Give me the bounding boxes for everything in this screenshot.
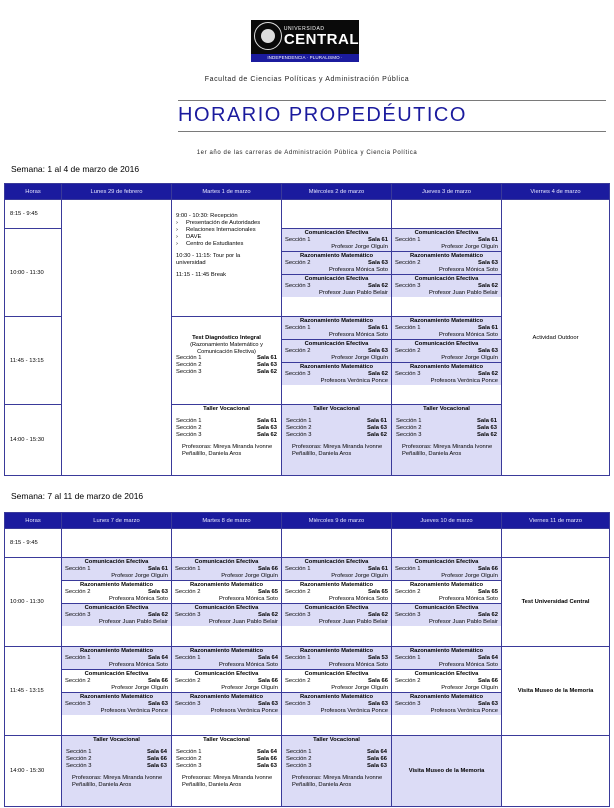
friday-activity: Test Universidad Central bbox=[502, 558, 610, 647]
class-block: Comunicación Efectiva Sección 2 Sala 63 Profesor Jorge Olguín bbox=[392, 340, 501, 363]
col-header: Jueves 3 de marzo bbox=[392, 184, 502, 200]
col-header: Lunes 7 de marzo bbox=[62, 513, 172, 529]
tour-line: 10:30 - 11:15: Tour por la universidad bbox=[176, 253, 241, 266]
class-block: Comunicación Efectiva Sección 1 Sala 61 Profesor Jorge Olguín bbox=[392, 229, 501, 252]
hour-cell: 8:15 - 9:45 bbox=[5, 529, 62, 558]
thursday-activity: Visita Museo de la Memoria bbox=[392, 736, 502, 807]
class-block: Comunicación Efectiva Sección 3 Sala 62 Profesor Juan Pablo Belair bbox=[62, 604, 171, 626]
taller-cell: Taller Vocacional Sección 1 Sala 61 Sección 2 Sala 63 Sección 3 Sala 62 Profesoras: Mireya Miranda Ivonne Peñailillo, Daniela Aros bbox=[282, 405, 392, 476]
week2-label: Semana: 7 al 11 de marzo de 2016 bbox=[11, 491, 144, 501]
table-row bbox=[5, 736, 610, 807]
table-row bbox=[5, 200, 610, 229]
hour-cell: 11:45 - 13:15 bbox=[5, 317, 62, 405]
hour-cell: 10:00 - 11:30 bbox=[5, 558, 62, 647]
hour-cell: 11:45 - 13:15 bbox=[5, 647, 62, 736]
empty-cell bbox=[172, 529, 282, 558]
week2-schedule-table bbox=[4, 512, 610, 807]
class-block: Comunicación Efectiva Sección 1 Sala 61 Profesor Jorge Olguín bbox=[62, 558, 171, 581]
class-cell bbox=[392, 317, 502, 405]
class-block: Comunicación Efectiva Sección 2 Sala 66 Profesor Jorge Olguín bbox=[172, 670, 281, 693]
table-row bbox=[5, 558, 610, 647]
taller-cell: Taller Vocacional Sección 1 Sala 64 Sección 2 Sala 66 Sección 3 Sala 63 Profesoras: Mireya Miranda Ivonne Peñailillo, Daniela Aros bbox=[62, 736, 172, 807]
class-block: Razonamiento Matemático Sección 2 Sala 63 Profesora Mónica Soto bbox=[392, 252, 501, 275]
class-block: Comunicación Efectiva Sección 2 Sala 66 Profesor Jorge Olguín bbox=[392, 670, 501, 693]
class-block: Razonamiento Matemático Sección 2 Sala 63 Profesora Mónica Soto bbox=[282, 252, 391, 275]
class-block: Comunicación Efectiva Sección 1 Sala 66 Profesor Jorge Olguín bbox=[392, 558, 501, 581]
reception-line: 9:00 - 10:30: Recepción bbox=[176, 213, 238, 219]
hour-cell: 10:00 - 11:30 bbox=[5, 229, 62, 317]
class-block: Razonamiento Matemático Sección 3 Sala 63 Profesora Verónica Ponce bbox=[392, 693, 501, 715]
col-header: Horas bbox=[5, 513, 62, 529]
col-header: Miércoles 9 de marzo bbox=[282, 513, 392, 529]
test-subtitle: (Razonamiento Matemático y Comunicación Efectiva) bbox=[190, 342, 263, 355]
hour-cell: 8:15 - 9:45 bbox=[5, 200, 62, 229]
empty-cell bbox=[282, 200, 392, 229]
class-block: Razonamiento Matemático Sección 2 Sala 65 Profesora Mónica Soto bbox=[282, 581, 391, 604]
class-cell bbox=[282, 647, 392, 736]
class-block: Comunicación Efectiva Sección 1 Sala 61 Profesor Jorge Olguín bbox=[282, 229, 391, 252]
taller-cell: Taller Vocacional Sección 1 Sala 61 Sección 2 Sala 63 Sección 3 Sala 62 Profesoras: Mireya Miranda Ivonne Peñailillo, Daniela Aros bbox=[172, 405, 282, 476]
class-block: Razonamiento Matemático Sección 1 Sala 64 Profesora Mónica Soto bbox=[172, 647, 281, 670]
col-header: Lunes 29 de febrero bbox=[62, 184, 172, 200]
logo-tagline: INDEPENDENCIA · PLURALISMO · COMPROMISO bbox=[251, 54, 359, 62]
taller-cell: Taller Vocacional Sección 1 Sala 64 Sección 2 Sala 66 Sección 3 Sala 63 Profesoras: Mireya Miranda Ivonne Peñailillo, Daniela Aros bbox=[172, 736, 282, 807]
class-block: Comunicación Efectiva Sección 3 Sala 62 Profesor Juan Pablo Belair bbox=[282, 604, 391, 626]
page-subtitle: 1er año de las carreras de Administración Pública y Ciencia Política bbox=[196, 150, 418, 156]
hour-cell: 14:00 - 15:30 bbox=[5, 405, 62, 476]
test-cell: Test Diagnóstico Integral (Razonamiento Matemático y Comunicación Efectiva) Sección 1 Sala 61 Sección 2 Sala 63 Sección 3 Sala 62 bbox=[172, 317, 282, 405]
week1-schedule-table bbox=[4, 183, 610, 476]
taller-cell: Taller Vocacional Sección 1 Sala 61 Sección 2 Sala 63 Sección 3 Sala 62 Profesoras: Mireya Miranda Ivonne Peñailillo, Daniela Aros bbox=[392, 405, 502, 476]
class-block: Comunicación Efectiva Sección 3 Sala 62 Profesor Juan Pablo Belair bbox=[392, 275, 501, 297]
empty-cell bbox=[282, 529, 392, 558]
class-block: Razonamiento Matemático Sección 3 Sala 63 Profesora Verónica Ponce bbox=[172, 693, 281, 715]
class-cell bbox=[282, 558, 392, 647]
class-block: Razonamiento Matemático Sección 3 Sala 62 Profesora Verónica Ponce bbox=[282, 363, 391, 385]
col-header: Martes 1 de marzo bbox=[172, 184, 282, 200]
class-block: Comunicación Efectiva Sección 2 Sala 66 Profesor Jorge Olguín bbox=[62, 670, 171, 693]
class-cell bbox=[392, 229, 502, 317]
agenda-item: › Presentación de Autoridades bbox=[176, 220, 261, 226]
divider bbox=[178, 131, 606, 132]
class-block: Razonamiento Matemático Sección 1 Sala 64 Profesora Mónica Soto bbox=[392, 647, 501, 670]
col-header: Viernes 4 de marzo bbox=[502, 184, 610, 200]
class-block: Razonamiento Matemático Sección 1 Sala 61 Profesora Mónica Soto bbox=[282, 317, 391, 340]
class-block: Razonamiento Matemático Sección 2 Sala 65 Profesora Mónica Soto bbox=[172, 581, 281, 604]
friday-activity: Visita Museo de la Memoria bbox=[502, 647, 610, 736]
agenda-item: › Centro de Estudiantes bbox=[176, 241, 244, 247]
class-block: Comunicación Efectiva Sección 2 Sala 63 Profesor Jorge Olguín bbox=[282, 340, 391, 363]
class-cell bbox=[282, 229, 392, 317]
class-block: Razonamiento Matemático Sección 1 Sala 61 Profesora Mónica Soto bbox=[392, 317, 501, 340]
empty-cell bbox=[392, 529, 502, 558]
class-cell bbox=[392, 558, 502, 647]
logo-emblem-icon bbox=[254, 22, 280, 52]
taller-cell: Taller Vocacional Sección 1 Sala 64 Sección 2 Sala 66 Sección 3 Sala 63 Profesoras: Mireya Miranda Ivonne Peñailillo, Daniela Aros bbox=[282, 736, 392, 807]
table-header-row bbox=[5, 184, 610, 200]
class-block: Comunicación Efectiva Sección 1 Sala 61 Profesor Jorge Olguín bbox=[282, 558, 391, 581]
empty-cell bbox=[62, 200, 172, 476]
class-block: Razonamiento Matemático Sección 3 Sala 62 Profesora Verónica Ponce bbox=[392, 363, 501, 385]
agenda-item: › DAVE bbox=[176, 234, 202, 240]
col-header: Jueves 10 de marzo bbox=[392, 513, 502, 529]
class-block: Razonamiento Matemático Sección 2 Sala 63 Profesora Mónica Soto bbox=[62, 581, 171, 604]
class-block: Comunicación Efectiva Sección 3 Sala 62 Profesor Juan Pablo Belair bbox=[282, 275, 391, 297]
class-block: Razonamiento Matemático Sección 1 Sala 64 Profesora Mónica Soto bbox=[62, 647, 171, 670]
table-header-row bbox=[5, 513, 610, 529]
hour-cell: 14:00 - 15:30 bbox=[5, 736, 62, 807]
class-block: Razonamiento Matemático Sección 1 Sala 53 Profesora Mónica Soto bbox=[282, 647, 391, 670]
class-block: Razonamiento Matemático Sección 2 Sala 65 Profesora Mónica Soto bbox=[392, 581, 501, 604]
reception-cell bbox=[172, 200, 282, 317]
col-header: Horas bbox=[5, 184, 62, 200]
class-cell bbox=[282, 317, 392, 405]
class-block: Razonamiento Matemático Sección 3 Sala 63 Profesora Verónica Ponce bbox=[62, 693, 171, 715]
class-block: Comunicación Efectiva Sección 2 Sala 66 Profesor Jorge Olguín bbox=[282, 670, 391, 693]
empty-cell bbox=[502, 529, 610, 558]
empty-cell bbox=[502, 736, 610, 807]
friday-activity: Actividad Outdoor bbox=[502, 200, 610, 476]
test-title: Test Diagnóstico Integral bbox=[192, 335, 261, 341]
class-cell bbox=[172, 558, 282, 647]
table-row bbox=[5, 647, 610, 736]
divider bbox=[178, 100, 606, 101]
col-header: Martes 8 de marzo bbox=[172, 513, 282, 529]
logo-line2: CENTRAL bbox=[283, 31, 359, 48]
break-line: 11:15 - 11:45 Break bbox=[176, 272, 227, 278]
class-block: Comunicación Efectiva Sección 1 Sala 66 Profesor Jorge Olguín bbox=[172, 558, 281, 581]
university-logo bbox=[251, 20, 359, 54]
class-cell bbox=[62, 558, 172, 647]
empty-cell bbox=[392, 200, 502, 229]
col-header: Viernes 11 de marzo bbox=[502, 513, 610, 529]
week1-label: Semana: 1 al 4 de marzo de 2016 bbox=[11, 164, 140, 174]
page-title: HORARIO PROPEDÉUTICO bbox=[178, 104, 467, 126]
class-block: Comunicación Efectiva Sección 3 Sala 62 Profesor Juan Pablo Belair bbox=[392, 604, 501, 626]
class-cell bbox=[172, 647, 282, 736]
empty-cell bbox=[62, 529, 172, 558]
faculty-name: Facultad de Ciencias Políticas y Administración Pública bbox=[204, 76, 410, 83]
table-row bbox=[5, 529, 610, 558]
agenda-item: › Relaciones Internacionales bbox=[176, 227, 256, 233]
class-cell bbox=[392, 647, 502, 736]
class-cell bbox=[62, 647, 172, 736]
class-block: Comunicación Efectiva Sección 3 Sala 62 Profesor Juan Pablo Belair bbox=[172, 604, 281, 626]
col-header: Miércoles 2 de marzo bbox=[282, 184, 392, 200]
logo-line1: UNIVERSIDAD bbox=[283, 26, 325, 32]
class-block: Razonamiento Matemático Sección 3 Sala 63 Profesora Verónica Ponce bbox=[282, 693, 391, 715]
